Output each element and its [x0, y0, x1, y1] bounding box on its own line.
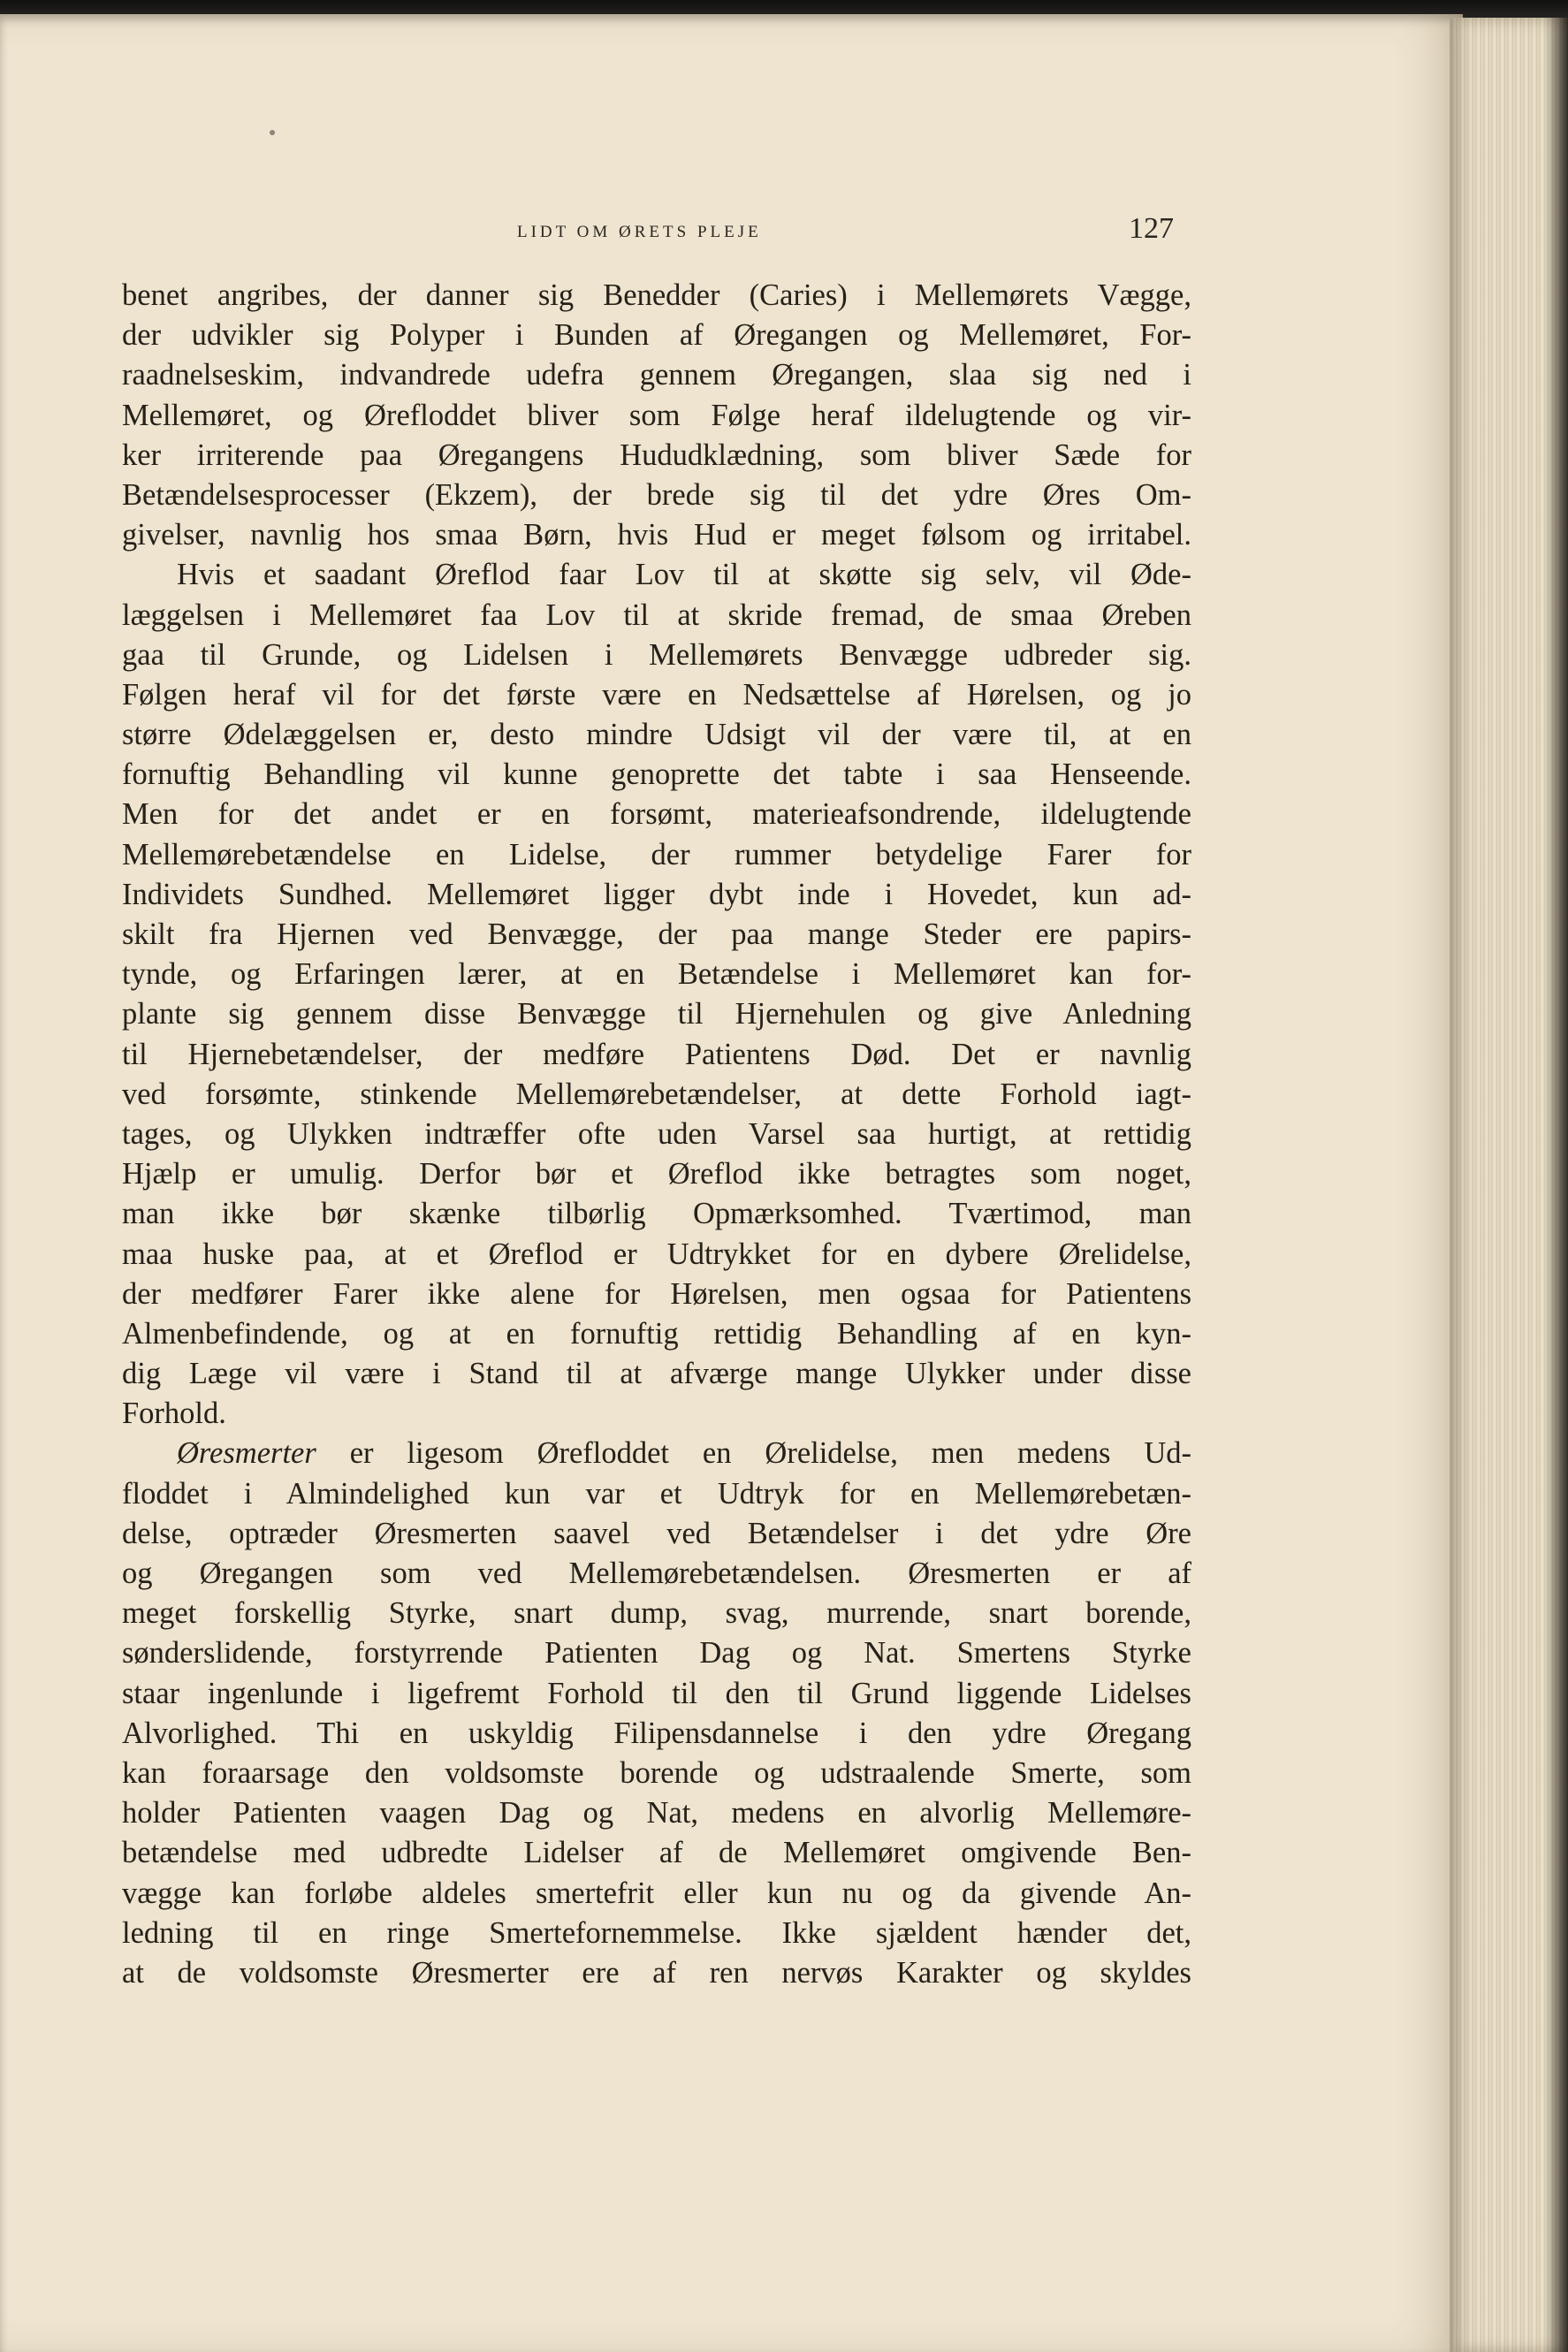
body-text	[122, 276, 1191, 1993]
text-line: tynde, og Erfaringen lærer, at en Betændelse i Mellemøret kan for-	[122, 957, 1191, 992]
text-line: der medfører Farer ikke alene for Hørelsen, men ogsaa for Patientens	[122, 1276, 1191, 1311]
text-line: Men for det andet er en forsømt, materieafsondrende, ildelugtende	[122, 797, 1191, 832]
text-line: floddet i Almindelighed kun var et Udtryk for en Mellemørebetæn-	[122, 1476, 1191, 1511]
text-line: Betændelsesprocesser (Ekzem), der brede sig til det ydre Øres Om-	[122, 477, 1191, 512]
text-line: Alvorlighed. Thi en uskyldig Filipensdannelse i den ydre Øregang	[122, 1716, 1191, 1750]
page-number: 127	[1129, 212, 1174, 245]
text-line: Hjælp er umulig. Derfor bør et Øreflod ikke betragtes som noget,	[122, 1157, 1191, 1191]
text-line: der udvikler sig Polyper i Bunden af Øregangen og Mellemøret, For-	[122, 318, 1191, 353]
text-line: Almenbefindende, og at en fornuftig rettidig Behandling af en kyn-	[122, 1316, 1191, 1351]
text-line: læggelsen i Mellemøret faa Lov til at skride fremad, de smaa Øreben	[122, 598, 1191, 632]
text-line: delse, optræder Øresmerten saavel ved Betændelser i det ydre Øre	[122, 1516, 1191, 1550]
text-line: meget forskellig Styrke, snart dump, svag, murrende, snart borende,	[122, 1596, 1191, 1631]
text-line-rest: er ligesom Ørefloddet en Ørelidelse, men medens Ud-	[349, 1436, 1191, 1471]
text-line: ker irriterende paa Øregangens Hududklædning, som bliver Sæde for	[122, 438, 1191, 472]
text-line: plante sig gennem disse Benvægge til Hjernehulen og give Anledning	[122, 997, 1191, 1031]
fore-edge-shadow	[1545, 18, 1568, 2352]
text-line: ved forsømte, stinkende Mellemørebetændelser, at dette Forhold iagt-	[122, 1077, 1191, 1111]
text-line: tages, og Ulykken indtræffer ofte uden Varsel saa hurtigt, at rettidig	[122, 1116, 1191, 1151]
text-line: gaa til Grunde, og Lidelsen i Mellemørets Benvægge udbreder sig.	[122, 637, 1191, 672]
text-line: til Hjernebetændelser, der medføre Patientens Død. Det er navnlig	[122, 1037, 1191, 1071]
text-line: staar ingenlunde i ligefremt Forhold til den til Grund liggende Lidelses	[122, 1676, 1191, 1710]
page-speck	[270, 130, 275, 135]
book-fore-edge	[1450, 18, 1568, 2352]
text-line: Mellemørebetændelse en Lidelse, der rummer betydelige Farer for	[122, 837, 1191, 872]
text-line: benet angribes, der danner sig Benedder (Caries) i Mellemørets Vægge,	[122, 278, 1191, 312]
text-line: skilt fra Hjernen ved Benvægge, der paa mange Steder ere papirs-	[122, 917, 1191, 951]
text-line: og Øregangen som ved Mellemørebetændelsen. Øresmerten er af	[122, 1557, 1191, 1590]
text-line: sønderslidende, forstyrrende Patienten Dag og Nat. Smertens Styrke	[122, 1636, 1191, 1671]
text-line: betændelse med udbredte Lidelser af de Mellemøret omgivende Ben-	[122, 1836, 1191, 1870]
text-line: Individets Sundhed. Mellemøret ligger dybt inde i Hovedet, kun ad-	[122, 877, 1191, 911]
text-line: maa huske paa, at et Øreflod er Udtrykket for en dybere Ørelidelse,	[122, 1237, 1191, 1271]
text-line: raadnelseskim, indvandrede udefra gennem Øregangen, slaa sig ned i	[122, 358, 1191, 392]
text-line: Forhold.	[122, 1397, 226, 1431]
running-title: LIDT OM ØRETS PLEJE	[517, 223, 762, 241]
text-line: kan foraarsage den voldsomste borende og udstraalende Smerte, som	[122, 1755, 1191, 1790]
text-line: Følgen heraf vil for det første være en Nedsættelse af Hørelsen, og jo	[122, 677, 1191, 712]
italic-term: Øresmerter	[177, 1436, 316, 1471]
text-line: vægge kan forløbe aldeles smertefrit eller kun nu og da givende An-	[122, 1876, 1191, 1910]
text-line: man ikke bør skænke tilbørlig Opmærksomhed. Tværtimod, man	[122, 1197, 1191, 1231]
text-line: Hvis et saadant Øreflod faar Lov til at skøtte sig selv, vil Øde-	[177, 558, 1191, 592]
text-line: Mellemøret, og Ørefloddet bliver som Følge heraf ildelugtende og vir-	[122, 398, 1191, 432]
text-line: fornuftig Behandling vil kunne genoprette det tabte i saa Henseende.	[122, 757, 1191, 792]
text-line: givelser, navnlig hos smaa Børn, hvis Hud er meget følsom og irritabel.	[122, 518, 1191, 552]
text-line: større Ødelæggelsen er, desto mindre Udsigt vil der være til, at en	[122, 718, 1191, 752]
text-line: dig Læge vil være i Stand til at afværge mange Ulykker under disse	[122, 1357, 1191, 1391]
text-line: at de voldsomste Øresmerter ere af ren nervøs Karakter og skyldes	[122, 1955, 1191, 1990]
text-line: ledning til en ringe Smertefornemmelse. Ikke sjældent hænder det,	[122, 1915, 1191, 1950]
text-line: holder Patienten vaagen Dag og Nat, medens en alvorlig Mellemøre-	[122, 1796, 1191, 1831]
text-line-with-term	[122, 1434, 1191, 1473]
